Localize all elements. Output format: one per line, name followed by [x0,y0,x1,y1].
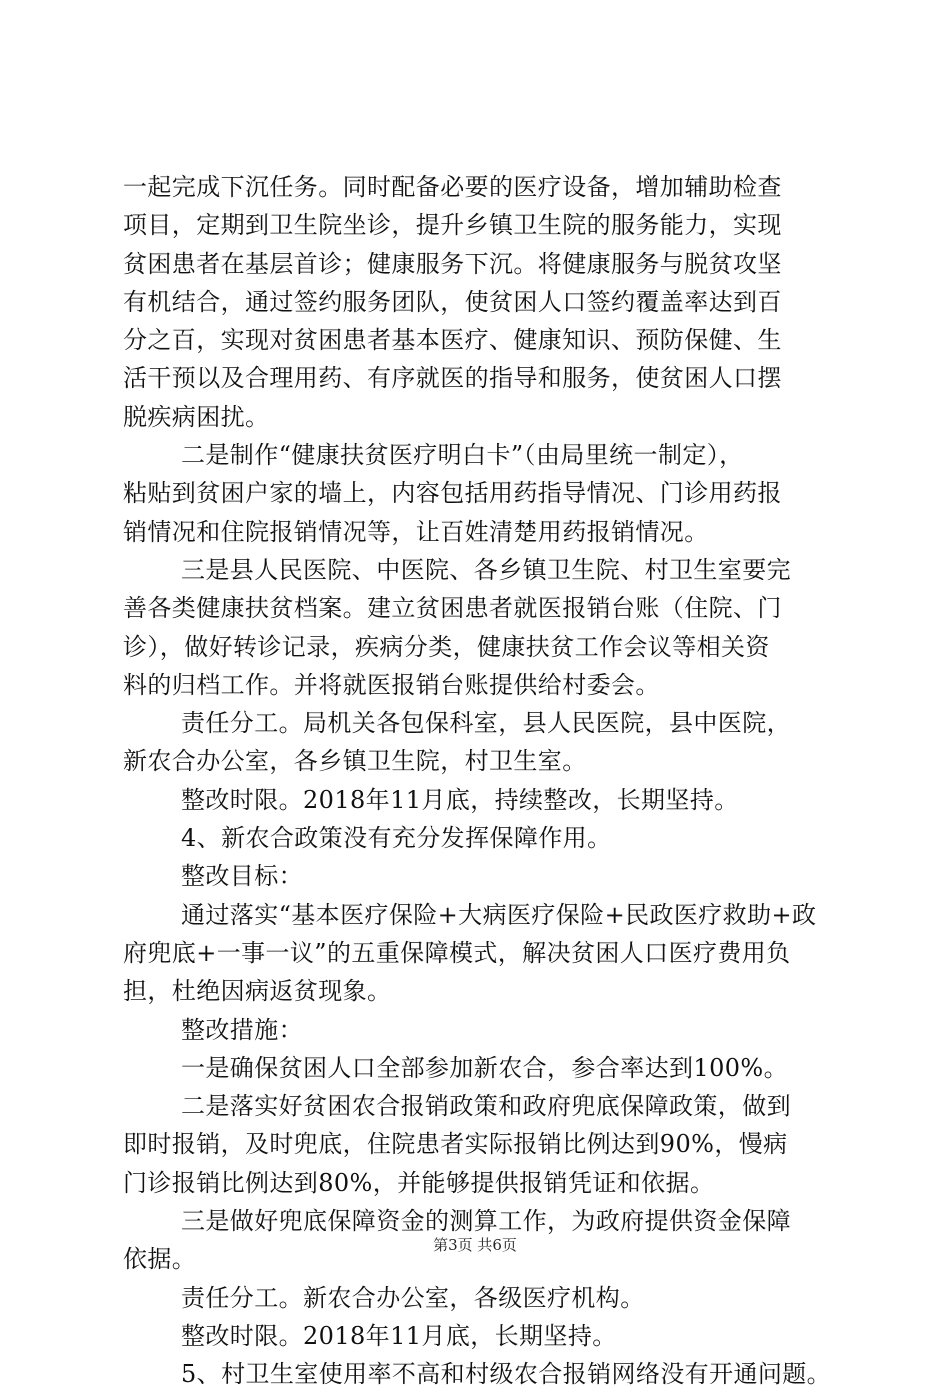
text-line: 销情况和住院报销情况等，让百姓清楚用药报销情况。 [123,517,709,546]
text-line: 项目，定期到卫生院坐诊，提升乡镇卫生院的服务能力，实现 [123,211,782,240]
page-footer: 第3页 共6页 [433,1236,517,1254]
text-line: 责任分工。局机关各包保科室，县人民医院，县中医院， [181,709,791,738]
text-line: 三是县人民医院、中医院、各乡镇卫生院、村卫生室要完 [181,555,791,584]
text-line: 一是确保贫困人口全部参加新农合，参合率达到100%。 [181,1053,789,1082]
text-line: 三是做好兜底保障资金的测算工作，为政府提供资金保障 [181,1207,791,1236]
text-line: 脱疾病困扰。 [123,402,270,431]
text-line: 担，杜绝因病返贫现象。 [123,977,392,1006]
text-line: 料的归档工作。并将就医报销台账提供给村委会。 [123,670,660,699]
document-body [123,168,843,1394]
text-line: 责任分工。新农合办公室，各级医疗机构。 [181,1283,645,1312]
text-line: 5、村卫生室使用率不高和村级农合报销网络没有开通问题。 [181,1360,832,1389]
text-line: 依据。 [123,1245,197,1274]
text-line: 分之百，实现对贫困患者基本医疗、健康知识、预防保健、生 [123,326,782,355]
text-line: 诊），做好转诊记录，疾病分类，健康扶贫工作会议等相关资 [123,632,770,661]
text-line: 门诊报销比例达到80%，并能够提供报销凭证和依据。 [123,1168,715,1197]
text-line: 通过落实“基本医疗保险+大病医疗保险+民政医疗救助+政 [181,900,817,929]
text-line: 府兜底+一事一议”的五重保障模式，解决贫困人口医疗费用负 [123,938,791,967]
text-line: 整改措施： [181,1015,303,1044]
text-line: 贫困患者在基层首诊；健康服务下沉。将健康服务与脱贫攻坚 [123,249,782,278]
text-line: 4、新农合政策没有充分发挥保障作用。 [181,824,612,853]
text-line: 整改时限。2018年11月底，持续整改，长期坚持。 [181,785,739,814]
text-line: 整改目标： [181,862,303,891]
text-line: 有机结合，通过签约服务团队，使贫困人口签约覆盖率达到百 [123,287,782,316]
text-line: 一起完成下沉任务。同时配备必要的医疗设备，增加辅助检查 [123,173,782,201]
text-line: 粘贴到贫困户家的墙上，内容包括用药指导情况、门诊用药报 [123,479,782,508]
text-line: 新农合办公室，各乡镇卫生院，村卫生室。 [123,747,587,776]
text-line: 整改时限。2018年11月底，长期坚持。 [181,1321,617,1350]
text-line: 二是制作“健康扶贫医疗明白卡”（由局里统一制定）， [181,441,744,470]
text-line: 善各类健康扶贫档案。建立贫困患者就医报销台账（住院、门 [123,594,782,623]
text-line: 即时报销，及时兜底，住院患者实际报销比例达到90%，慢病 [123,1130,788,1159]
text-line: 活干预以及合理用药、有序就医的指导和服务，使贫困人口摆 [123,364,782,393]
text-line: 二是落实好贫困农合报销政策和政府兜底保障政策，做到 [181,1092,791,1121]
